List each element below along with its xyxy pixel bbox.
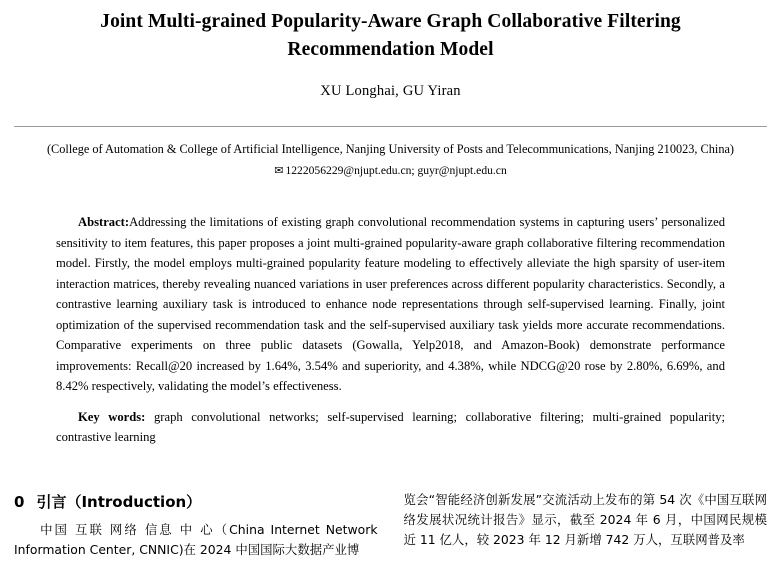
keywords-label: Key words: — [78, 409, 146, 424]
keywords-paragraph — [56, 407, 725, 448]
column-left-text — [14, 520, 378, 560]
abstract-text: Addressing the limitations of existing graph convolutional recommendation systems in capturing users’ personalized sensitivity to item features, this paper proposes a joint multi-grained popularity-aware graph collaborative filtering recommendation model. Firstly, the model employs multi-grained popularity feature modeling to effectively alleviate the high sparsity of user-item interaction matrices, thereby revealing nuanced variations in user preferences across different popularity characteristics. Secondly, a contrastive learning auxiliary task is introduced to enhance node representations through self-supervised learning. Finally, joint optimization of the supervised recommendation task and the self-supervised auxiliary task yields more accurate recommendations. Comparative experiments on three public datasets (Gowalla, Yelp2018, and Amazon-Book) demonstrate performance improvements: Recall@20 increased by 1.64%, 3.54% and superiority, and 4.38%, while NDCG@20 rose by 2.80%, 6.69%, and 8.42% respectively, validating the model’s effectiveness. — [56, 215, 725, 394]
page-title: Joint Multi-grained Popularity-Aware Graph Collaborative Filtering Recommendation Model — [100, 11, 681, 60]
column-right — [404, 490, 768, 560]
abstract-label: Abstract: — [78, 215, 130, 230]
envelope-icon: ✉ — [274, 164, 284, 177]
email-addresses: 1222056229@njupt.edu.cn; guyr@njupt.edu.cn — [285, 163, 507, 177]
contact-emails — [14, 162, 767, 180]
header-divider — [14, 126, 767, 127]
affiliation: (College of Automation & College of Artificial Intelligence, Nanjing University of Posts and Telecommunications, Nanjing 210023, China) — [46, 142, 735, 157]
paper-page — [0, 8, 781, 563]
author-list: XU Longhai, GU Yiran — [320, 83, 461, 100]
column-right-text: 览会“智能经济创新发展”交流活动上发布的第 54 次《中国互联网络发展状况统计报告》显示，截至 2024 年 6 月，中国网民规模近 11 亿人，较 2023 年 12 月新增 742 万人，互联网普及率 — [403, 492, 767, 548]
section-heading — [14, 490, 378, 514]
abstract-paragraph — [56, 212, 725, 397]
section-number: 0 — [14, 493, 25, 511]
left-body-text: 中国 互联 网络 信息 中 心（China Internet Network Information Center, CNNIC)在 2024 中国国际大数据产业博 — [14, 522, 378, 558]
section-title: 引言（Introduction） — [36, 493, 202, 511]
keywords-text: graph convolutional networks; self-supervised learning; collaborative filtering; multi-grained popularity; contrastive learning — [56, 409, 725, 445]
body-columns — [14, 490, 767, 560]
abstract-block — [56, 212, 725, 448]
column-left — [14, 490, 378, 560]
